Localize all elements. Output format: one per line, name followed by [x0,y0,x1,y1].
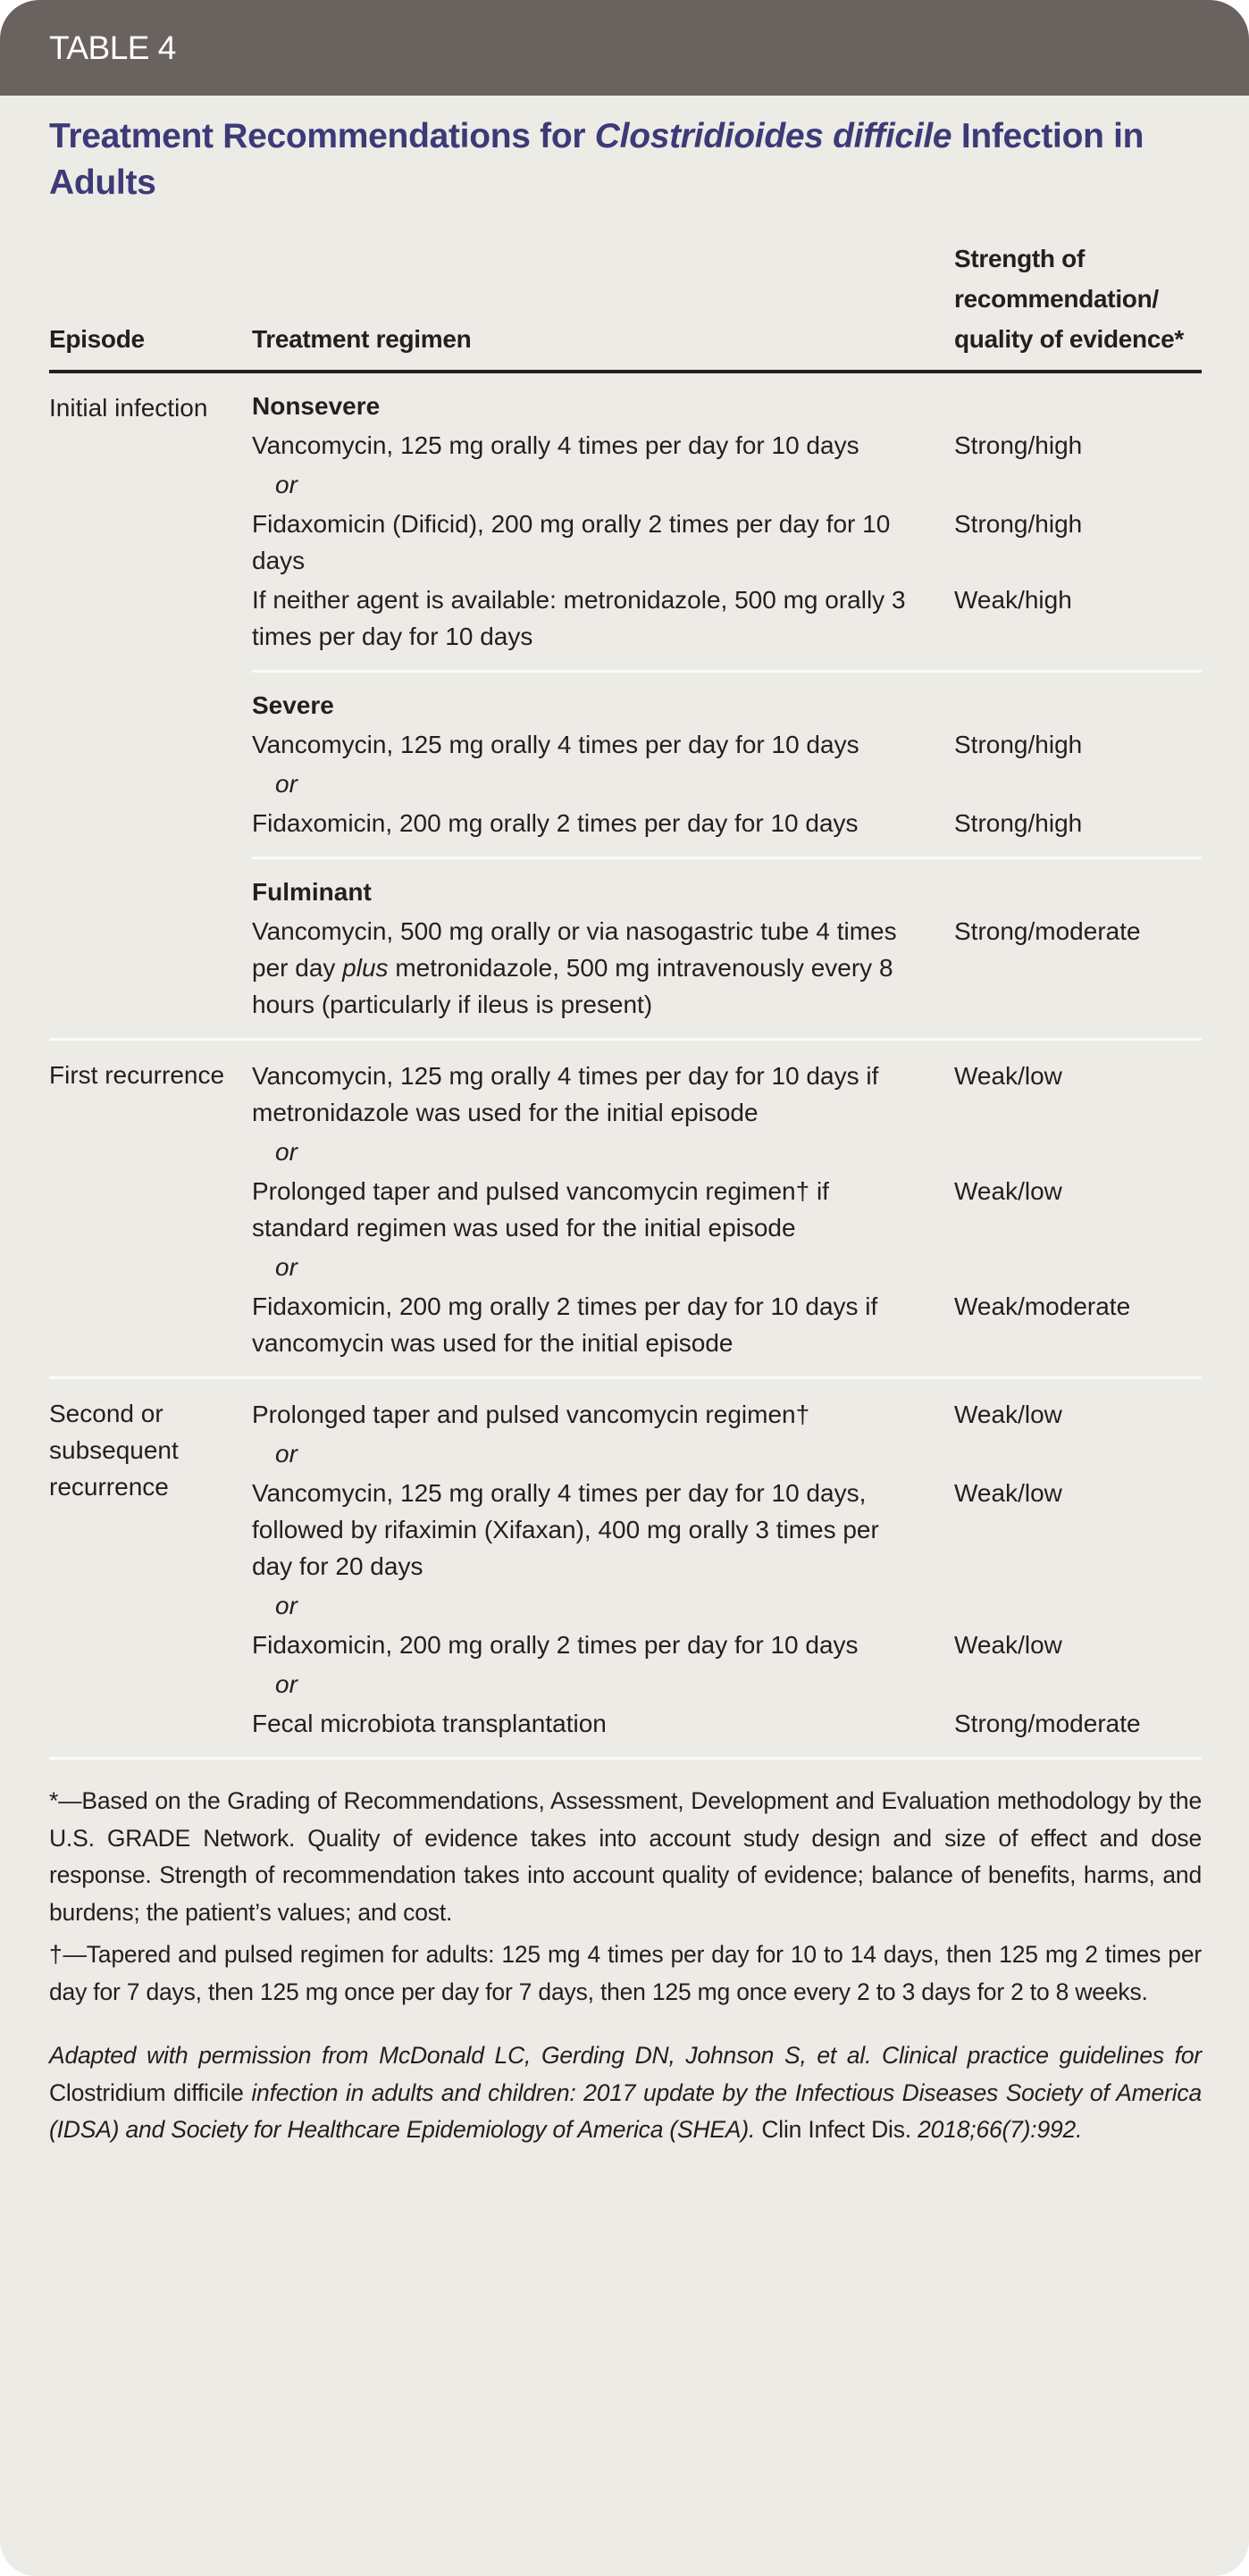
regimen-text [252,805,954,841]
strength-of-recommendation: Weak/low [954,1401,1062,1428]
or-separator: or [275,1440,298,1468]
regimen-item [252,1705,1202,1742]
regimen-item [252,1288,1202,1361]
footnotes [49,1783,1202,2149]
footnote-dagger: †—Tapered and pulsed regimen for adults: 125 mg 4 times per day for 10 to 14 days, then 125 mg 2 times per day for 7 days, then 125 mg once per day for 7 days, then 125 mg once every 2 to 3 days for 2 to 8 weeks. [49,1941,1202,2005]
column-header-regimen: Treatment regimen [252,325,472,353]
severity-group [252,1041,1202,1376]
table-body [49,373,1202,1760]
regimen-text [252,913,954,1023]
regimen-item [252,506,1202,579]
severity-group [252,859,1202,1038]
episode-row [49,1379,1202,1760]
regimen-text-part: Vancomycin, 125 mg orally 4 times per day for 10 days [252,431,859,459]
column-header-episode: Episode [49,325,145,353]
episode-row [49,1041,1202,1379]
regimen-text [252,1475,954,1585]
or-separator: or [275,1592,298,1619]
regimen-text-part: metronidazole, 500 mg intravenously every 8 hours (particularly if ileus is present) [252,954,893,1018]
regimen-text-part: Vancomycin, 500 mg orally or via nasogastric tube 4 times per day [252,917,897,982]
regimen-text-part: Vancomycin, 125 mg orally 4 times per day for 10 days [252,731,859,758]
episode-label: Initial infection [49,394,208,422]
strength-of-recommendation: Weak/low [954,1062,1062,1090]
regimen-text [252,427,954,464]
strength-of-recommendation: Weak/low [954,1177,1062,1205]
table-number-header: TABLE 4 [0,0,1249,96]
strength-of-recommendation: Strong/high [954,431,1083,459]
strength-of-recommendation: Weak/low [954,1479,1062,1507]
table-title [49,113,1202,206]
severity-subheading: Nonsevere [252,392,381,420]
or-separator: or [275,1670,298,1698]
regimen-item [252,805,1202,841]
or-separator: or [275,471,298,498]
citation-roman-text: Clin Infect Dis. [761,2116,911,2143]
regimen-text [252,506,954,579]
severity-group [252,673,1202,859]
episode-row [49,373,1202,1041]
regimen-text [252,1705,954,1742]
column-header-strength: Strength of recommendation/ quality of evidence* [954,245,1184,353]
regimen-text [252,1288,954,1361]
strength-of-recommendation: Strong/high [954,731,1083,758]
regimen-text [252,1627,954,1663]
title-organism: Clostridioides difficile [594,117,952,155]
regimen-text [252,581,954,655]
regimen-text-part: Vancomycin, 125 mg orally 4 times per day for 10 days, followed by rifaximin (Xifaxan), 400 mg orally 3 times per day for 20 days [252,1479,879,1580]
title-part: Treatment Recommendations for [49,117,595,155]
regimen-item [252,581,1202,655]
strength-of-recommendation: Strong/moderate [954,1710,1141,1737]
severity-group [252,1379,1202,1757]
strength-of-recommendation: Weak/moderate [954,1292,1131,1320]
regimen-item [252,1475,1202,1585]
regimen-text [252,726,954,763]
episode-label: First recurrence [49,1061,225,1089]
regimen-item [252,1627,1202,1663]
strength-of-recommendation: Strong/high [954,510,1083,538]
strength-of-recommendation: Weak/low [954,1631,1062,1659]
title-part: Infection in Adults [49,117,1144,202]
regimen-text [252,1396,954,1433]
regimen-text [252,1058,954,1131]
regimen-item [252,427,1202,464]
episode-label: Second or subsequent recurrence [49,1400,179,1501]
strength-of-recommendation: Weak/high [954,586,1072,614]
severity-group [252,373,1202,673]
citation [49,2037,1202,2149]
regimen-text-part: Vancomycin, 125 mg orally 4 times per day for 10 days if metronidazole was used for the initial episode [252,1062,879,1126]
regimen-text [252,1173,954,1246]
footnote-asterisk: *—Based on the Grading of Recommendations, Assessment, Development and Evaluation methodology by the U.S. GRADE Network. Quality of evidence takes into account study design and size of effect and dose response. Strength of recommendation takes into account quality of evidence; balance of benefits, harms, and burdens; the patient’s values; and cost. [49,1787,1202,1926]
citation-text: Adapted with permission from McDonald LC, Gerding DN, Johnson S, et al. Clinical practice guidelines for [49,2042,1202,2069]
regimen-item [252,726,1202,763]
regimen-text-part: Prolonged taper and pulsed vancomycin regimen† [252,1401,810,1428]
episode-regimens [252,373,1202,1038]
regimen-emphasis: plus [342,954,389,982]
severity-subheading: Fulminant [252,878,372,906]
regimen-text-part: If neither agent is available: metronidazole, 500 mg orally 3 times per day for 10 days [252,586,906,650]
citation-text: 2018;66(7):992. [910,2116,1083,2143]
strength-of-recommendation: Strong/high [954,809,1083,837]
citation-roman-text: Clostridium difficile [49,2078,244,2106]
citation-text: infection in adults and children: 2017 update by the Infectious Diseases Society of America (IDSA) and Society for Healthcare Epidemiology of America (SHEA). [49,2078,1202,2143]
strength-of-recommendation: Strong/moderate [954,917,1141,945]
severity-subheading: Severe [252,691,334,719]
or-separator: or [275,770,298,798]
or-separator: or [275,1253,298,1281]
column-headers [49,238,1202,373]
regimen-item [252,1058,1202,1131]
regimen-item [252,1396,1202,1433]
regimen-text-part: Fecal microbiota transplantation [252,1710,607,1737]
regimen-text-part: Fidaxomicin, 200 mg orally 2 times per day for 10 days [252,1631,859,1659]
regimen-item [252,913,1202,1023]
regimen-text-part: Prolonged taper and pulsed vancomycin regimen† if standard regimen was used for the initial episode [252,1177,829,1242]
regimen-text-part: Fidaxomicin, 200 mg orally 2 times per day for 10 days if vancomycin was used for the initial episode [252,1292,878,1357]
episode-regimens [252,1041,1202,1376]
episode-regimens [252,1379,1202,1757]
or-separator: or [275,1138,298,1166]
regimen-item [252,1173,1202,1246]
regimen-text-part: Fidaxomicin (Dificid), 200 mg orally 2 times per day for 10 days [252,510,891,574]
regimen-text-part: Fidaxomicin, 200 mg orally 2 times per day for 10 days [252,809,859,837]
